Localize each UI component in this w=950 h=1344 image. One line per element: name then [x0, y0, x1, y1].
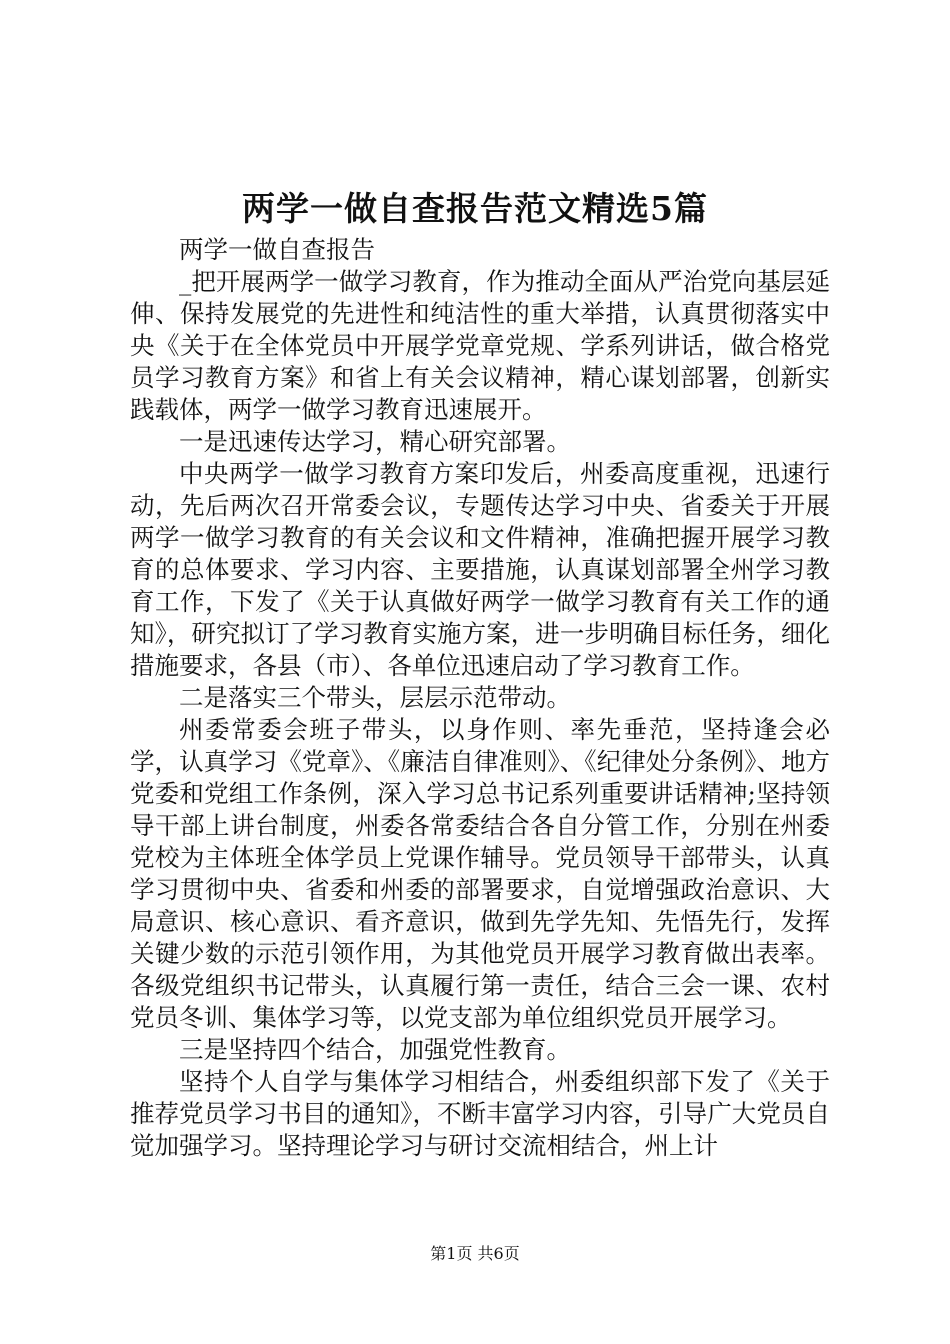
paragraph-section-1: 中央两学一做学习教育方案印发后，州委高度重视，迅速行动，先后两次召开常委会议，专题传达学习中央、省委关于开展两学一做学习教育的有关会议和文件精神，准确把握开展学习教育的总体要求、学习内容、主要措施，认真谋划部署全州学习教育工作，下发了《关于认真做好两学一做学习教育有关工作的通知》，研究拟订了学习教育实施方案，进一步明确目标任务，细化措施要求，各县（市）、各单位迅速启动了学习教育工作。 — [130, 459, 830, 680]
document-title: 两学一做自查报告范文精选5篇 — [242, 189, 708, 228]
section-heading-2: 二是落实三个带头，层层示范带动。 — [179, 683, 571, 712]
document-body — [130, 234, 830, 1162]
paragraph-intro: _把开展两学一做学习教育，作为推动全面从严治党向基层延伸、保持发展党的先进性和纯洁性的重大举措，认真贯彻落实中央《关于在全体党员中开展学党章党规、学系列讲话，做合格党员学习教育方案》和省上有关会议精神，精心谋划部署，创新实践载体，两学一做学习教育迅速展开。 — [130, 267, 830, 424]
paragraph-heading: 两学一做自查报告 — [179, 235, 375, 264]
page-footer: 第1页 共6页 — [430, 1244, 520, 1263]
section-heading-1: 一是迅速传达学习，精心研究部署。 — [179, 427, 571, 456]
section-heading-3: 三是坚持四个结合，加强党性教育。 — [179, 1035, 571, 1064]
paragraph-section-3: 坚持个人自学与集体学习相结合，州委组织部下发了《关于推荐党员学习书目的通知》，不断丰富学习内容，引导广大党员自觉加强学习。坚持理论学习与研讨交流相结合，州上计 — [130, 1067, 830, 1160]
paragraph-section-2: 州委常委会班子带头，以身作则、率先垂范，坚持逢会必学，认真学习《党章》、《廉洁自律准则》、《纪律处分条例》、地方党委和党组工作条例，深入学习总书记系列重要讲话精神;坚持领导干部上讲台制度，州委各常委结合各自分管工作，分别在州委党校为主体班全体学员上党课作辅导。党员领导干部带头，认真学习贯彻中央、省委和州委的部署要求，自觉增强政治意识、大局意识、核心意识、看齐意识，做到先学先知、先悟先行，发挥关键少数的示范引领作用，为其他党员开展学习教育做出表率。各级党组织书记带头，认真履行第一责任，结合三会一课、农村党员冬训、集体学习等，以党支部为单位组织党员开展学习。 — [130, 715, 830, 1032]
